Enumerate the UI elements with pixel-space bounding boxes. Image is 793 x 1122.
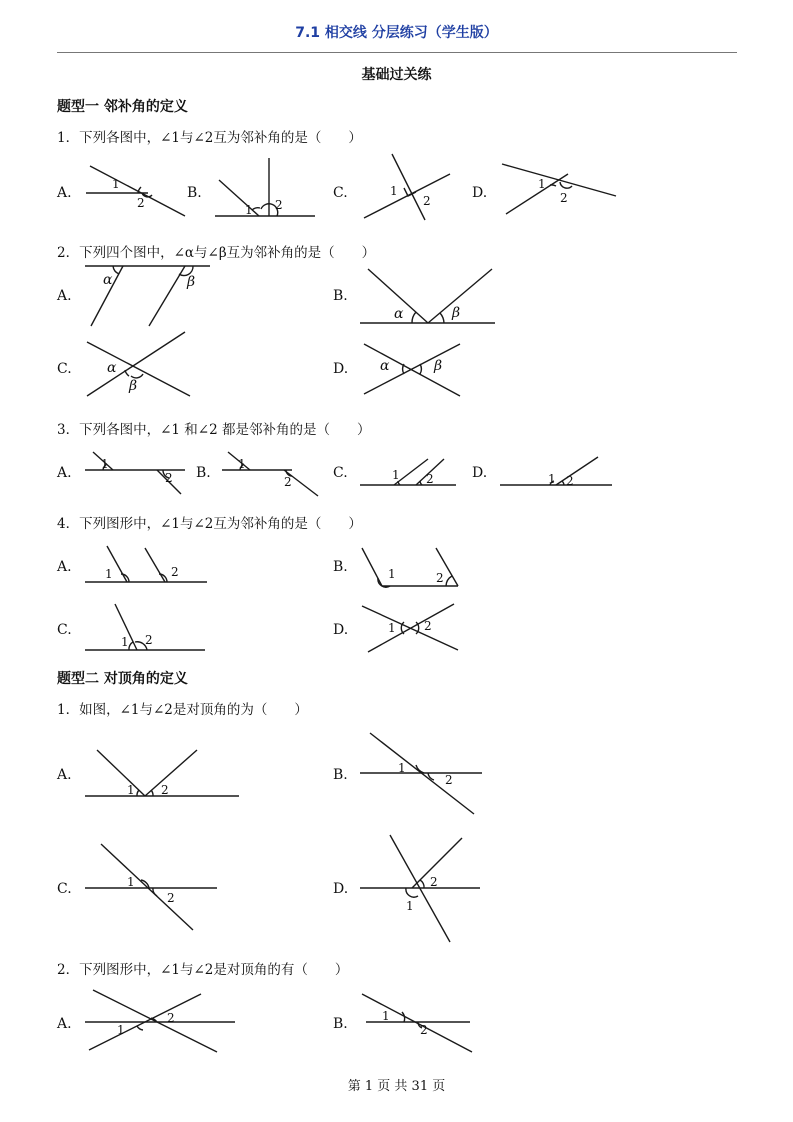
svg-text:2: 2 — [167, 891, 175, 905]
svg-text:2: 2 — [275, 198, 283, 212]
figure-q2-a — [85, 262, 215, 332]
figure-s2q2-a — [85, 988, 240, 1056]
svg-text:2: 2 — [137, 196, 145, 210]
option-label-d: D. — [472, 185, 488, 201]
figure-q4-b — [360, 544, 465, 590]
option-label-d: D. — [333, 881, 349, 897]
figure-s2q2-b — [360, 990, 475, 1056]
question-text: 1．如图，∠1与∠2是对顶角的为（ ） — [57, 702, 308, 718]
level-subtitle: 基础过关练 — [361, 67, 432, 83]
svg-text:1: 1 — [245, 203, 253, 217]
svg-text:α: α — [103, 272, 113, 288]
svg-text:2: 2 — [161, 783, 169, 797]
option-label-b: B. — [333, 559, 348, 575]
svg-text:1: 1 — [101, 457, 109, 471]
figure-q3-a — [85, 448, 190, 498]
svg-text:1: 1 — [538, 177, 546, 191]
svg-text:1: 1 — [548, 472, 556, 486]
svg-text:β: β — [187, 274, 196, 290]
option-label-b: B. — [333, 1016, 348, 1032]
section-title: 题型二 对顶角的定义 — [57, 671, 188, 687]
figure-q3-b — [220, 448, 325, 500]
option-label-d: D. — [333, 622, 349, 638]
option-label-a: A. — [57, 559, 72, 575]
option-label-d: D. — [333, 361, 349, 377]
option-label-b: B. — [333, 767, 348, 783]
svg-text:1: 1 — [127, 875, 135, 889]
option-label-a: A. — [57, 1016, 72, 1032]
svg-text:2: 2 — [560, 191, 568, 205]
question-text: 1．下列各图中，∠1与∠2互为邻补角的是（ ） — [57, 130, 362, 146]
svg-text:1: 1 — [398, 761, 406, 775]
svg-text:2: 2 — [171, 565, 179, 579]
figure-q1-d — [500, 158, 620, 218]
option-label-a: A. — [57, 465, 72, 481]
svg-text:1: 1 — [238, 457, 246, 471]
figure-q4-c — [85, 602, 210, 654]
figure-s2q1-c — [85, 840, 220, 932]
question-text: 2．下列图形中，∠1与∠2是对顶角的有（ ） — [57, 962, 349, 978]
svg-text:2: 2 — [167, 1011, 175, 1025]
figure-q1-a — [80, 160, 190, 220]
figure-q1-b — [215, 150, 320, 220]
svg-text:2: 2 — [420, 1023, 428, 1037]
figure-q2-d — [362, 340, 462, 400]
svg-text:α: α — [394, 306, 404, 322]
option-label-a: A. — [57, 288, 72, 304]
figure-q3-c — [360, 455, 460, 490]
svg-text:2: 2 — [566, 474, 574, 488]
svg-text:1: 1 — [382, 1009, 390, 1023]
svg-text:2: 2 — [284, 475, 292, 489]
header-divider — [57, 52, 737, 53]
option-label-d: D. — [472, 465, 488, 481]
svg-text:1: 1 — [121, 635, 129, 649]
question-text: 4．下列图形中，∠1与∠2互为邻补角的是（ ） — [57, 516, 362, 532]
svg-text:2: 2 — [145, 633, 153, 647]
option-label-c: C. — [333, 185, 348, 201]
svg-text:1: 1 — [105, 567, 113, 581]
svg-text:1: 1 — [392, 468, 400, 482]
svg-text:1: 1 — [390, 184, 398, 198]
option-label-b: B. — [187, 185, 202, 201]
figure-q4-a — [85, 544, 210, 586]
figure-q4-d — [360, 600, 460, 656]
figure-q2-b — [360, 265, 500, 329]
svg-text:β: β — [434, 358, 443, 374]
option-label-b: B. — [333, 288, 348, 304]
document-title: 7.1 相交线 分层练习（学生版） — [295, 25, 498, 41]
svg-text:2: 2 — [436, 571, 444, 585]
svg-text:1: 1 — [388, 621, 396, 635]
option-label-c: C. — [333, 465, 348, 481]
svg-text:2: 2 — [424, 619, 432, 633]
question-text: 2．下列四个图中，∠α与∠β互为邻补角的是（ ） — [57, 245, 376, 261]
figure-q3-d — [500, 455, 615, 490]
svg-text:1: 1 — [127, 783, 135, 797]
svg-text:1: 1 — [112, 177, 120, 191]
svg-text:2: 2 — [445, 773, 453, 787]
figure-s2q1-a — [85, 745, 245, 805]
option-label-c: C. — [57, 622, 72, 638]
svg-text:2: 2 — [426, 472, 434, 486]
option-label-a: A. — [57, 185, 72, 201]
figure-s2q1-b — [360, 730, 485, 818]
figure-q2-c — [85, 330, 195, 400]
section-title: 题型一 邻补角的定义 — [57, 99, 188, 115]
option-label-c: C. — [57, 361, 72, 377]
page-number: 第 1 页 共 31 页 — [347, 1079, 446, 1094]
figure-q1-c — [360, 150, 455, 225]
svg-text:1: 1 — [406, 899, 414, 913]
option-label-b: B. — [196, 465, 211, 481]
svg-text:α: α — [380, 358, 390, 374]
svg-text:β: β — [129, 378, 138, 394]
svg-text:1: 1 — [117, 1023, 125, 1037]
svg-text:2: 2 — [430, 875, 438, 889]
svg-text:2: 2 — [165, 471, 173, 485]
svg-text:2: 2 — [423, 194, 431, 208]
figure-s2q1-d — [360, 830, 485, 945]
svg-text:1: 1 — [388, 567, 396, 581]
option-label-c: C. — [57, 881, 72, 897]
option-label-a: A. — [57, 767, 72, 783]
svg-text:α: α — [107, 360, 117, 376]
svg-text:β: β — [452, 305, 461, 321]
question-text: 3．下列各图中，∠1 和∠2 都是邻补角的是（ ） — [57, 422, 371, 438]
